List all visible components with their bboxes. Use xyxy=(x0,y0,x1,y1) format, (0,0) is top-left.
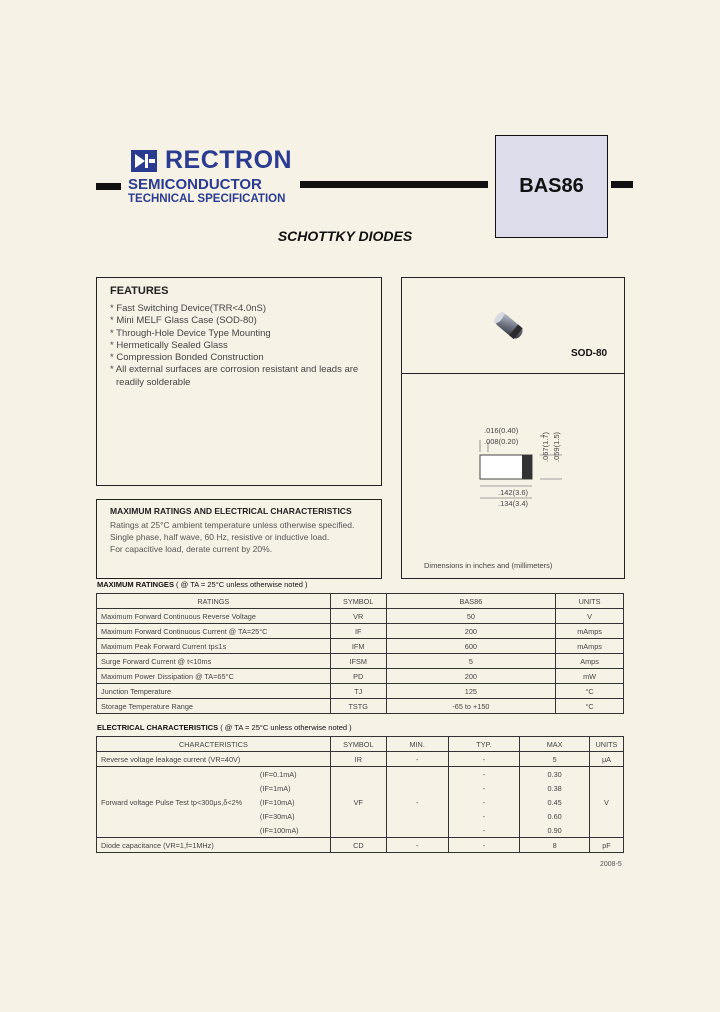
feature-item: * Compression Bonded Construction xyxy=(110,352,264,364)
header-rule-middle xyxy=(300,181,488,188)
table-cell: V xyxy=(589,767,623,838)
table-cell: 200 xyxy=(386,624,555,639)
brand-line-techspec: TECHNICAL SPECIFICATION xyxy=(128,193,286,205)
elec-table-title: ELECTRICAL CHARACTERISTICS xyxy=(97,723,219,732)
table-header-cell: UNITS xyxy=(589,737,623,752)
table-cell: - xyxy=(448,752,520,767)
elec-table-condition: ( @ TA = 25°C unless otherwise noted ) xyxy=(220,723,352,732)
table-cell: IFM xyxy=(330,639,386,654)
forward-max: 0.90 xyxy=(547,825,562,835)
table-header-cell: TYP. xyxy=(448,737,520,752)
table-row xyxy=(97,609,624,624)
forward-condition: (IF=100mA) xyxy=(259,825,299,835)
table-row xyxy=(97,699,624,714)
dim-lead-min: .008(0.20) xyxy=(484,437,519,446)
max-table-condition: ( @ TA = 25°C unless otherwise noted ) xyxy=(176,580,308,589)
table-cell: °C xyxy=(556,699,624,714)
rectron-logo-icon xyxy=(131,150,157,172)
table-cell: 125 xyxy=(386,684,555,699)
table-cell: TJ xyxy=(330,684,386,699)
table-cell: Amps xyxy=(556,654,624,669)
table-cell: Maximum Power Dissipation @ TA=65°C xyxy=(97,669,331,684)
header-rule-right xyxy=(611,181,633,188)
table-cell: VR xyxy=(330,609,386,624)
table-cell: Maximum Forward Continuous Reverse Voltage xyxy=(97,609,331,624)
table-cell: VF xyxy=(330,767,386,838)
dim-diam-min: .059(1.5) xyxy=(552,431,561,462)
table-cell xyxy=(448,767,520,838)
table-cell: Storage Temperature Range xyxy=(97,699,331,714)
table-row xyxy=(97,654,624,669)
table-cell: TSTG xyxy=(330,699,386,714)
forward-typ: - xyxy=(482,769,486,779)
table-row xyxy=(97,624,624,639)
table-cell: IF xyxy=(330,624,386,639)
forward-max: 0.45 xyxy=(547,797,562,807)
forward-max: 0.30 xyxy=(547,769,562,779)
table-header-cell: SYMBOL xyxy=(330,594,386,609)
dim-lead-max: .016(0.40) xyxy=(484,426,519,435)
max-table-label xyxy=(97,580,308,589)
table-cell: -65 to +150 xyxy=(386,699,555,714)
table-cell: V xyxy=(556,609,624,624)
table-cell: Reverse voltage leakage current (VR=40V) xyxy=(97,752,331,767)
table-row-forward-voltage xyxy=(97,767,624,838)
table-header-row xyxy=(97,737,624,752)
table-header-cell: RATINGS xyxy=(97,594,331,609)
table-cell: Maximum Peak Forward Current tp≤1s xyxy=(97,639,331,654)
brand-line-semiconductor: SEMICONDUCTOR xyxy=(128,176,262,193)
forward-conditions xyxy=(260,767,330,837)
table-cell: - xyxy=(386,767,448,838)
forward-condition: (IF=30mA) xyxy=(259,811,295,821)
table-row xyxy=(97,684,624,699)
forward-voltage-label: Forward voltage Pulse Test tp<300μs,δ<2% xyxy=(101,797,243,807)
max-ratings-notes xyxy=(110,519,375,555)
table-row xyxy=(97,669,624,684)
table-cell: - xyxy=(386,752,448,767)
table-cell: IFSM xyxy=(330,654,386,669)
table-cell: Diode capacitance (VR=1,f=1MHz) xyxy=(97,838,331,853)
table-cell: mAmps xyxy=(556,624,624,639)
dim-diam-max: .067(1.7) xyxy=(541,431,550,462)
elec-table-label xyxy=(97,723,352,732)
table-row xyxy=(97,838,624,853)
table-cell: CD xyxy=(330,838,386,853)
feature-item: * Through-Hole Device Type Mounting xyxy=(110,327,271,339)
header-rule-left xyxy=(96,183,121,190)
table-cell: °C xyxy=(556,684,624,699)
table-cell: μA xyxy=(589,752,623,767)
table-row xyxy=(97,752,624,767)
table-header-cell: CHARACTERISTICS xyxy=(97,737,331,752)
table-header-row xyxy=(97,594,624,609)
forward-typ: - xyxy=(482,825,486,835)
rating-note: For capacitive load, derate current by 20%. xyxy=(110,544,273,554)
table-header-cell: UNITS xyxy=(556,594,624,609)
max-table-title: MAXIMUM RATINGES xyxy=(97,580,174,589)
feature-item: * Mini MELF Glass Case (SOD-80) xyxy=(110,315,257,327)
forward-condition: (IF=1mA) xyxy=(259,783,291,793)
page-title: SCHOTTKY DIODES xyxy=(277,228,413,244)
features-heading: FEATURES xyxy=(110,285,169,297)
feature-item: * All external surfaces are corrosion resistant and leads are readily solderable xyxy=(110,364,359,388)
dimension-drawing xyxy=(470,420,590,525)
brand-name: RECTRON xyxy=(165,146,293,174)
part-number: BAS86 xyxy=(519,175,584,197)
table-cell: Maximum Forward Continuous Current @ TA=25°C xyxy=(97,624,331,639)
forward-max: 0.60 xyxy=(547,811,562,821)
table-cell: PD xyxy=(330,669,386,684)
table-cell xyxy=(520,767,590,838)
table-cell: 600 xyxy=(386,639,555,654)
forward-typ: - xyxy=(482,797,486,807)
table-cell: - xyxy=(386,838,448,853)
max-ratings-heading: MAXIMUM RATINGS AND ELECTRICAL CHARACTERISTICS xyxy=(110,506,352,516)
table-cell: IR xyxy=(330,752,386,767)
footer-date: 2008-5 xyxy=(600,861,622,868)
table-cell xyxy=(97,767,331,838)
table-header-cell: MIN. xyxy=(386,737,448,752)
feature-item: * Hermetically Sealed Glass xyxy=(110,339,228,351)
table-cell: 5 xyxy=(386,654,555,669)
table-cell: mAmps xyxy=(556,639,624,654)
part-number-box xyxy=(495,135,608,238)
table-cell: Junction Temperature xyxy=(97,684,331,699)
dim-length-max: .142(3.6) xyxy=(498,488,529,497)
dim-length-min: .134(3.4) xyxy=(498,499,529,508)
features-list xyxy=(110,303,375,389)
table-cell: 8 xyxy=(520,838,590,853)
rating-note: Single phase, half wave, 60 Hz, resistive or inductive load. xyxy=(110,532,330,542)
table-cell: 200 xyxy=(386,669,555,684)
electrical-table xyxy=(96,736,624,853)
max-ratings-table xyxy=(96,593,624,714)
table-cell: pF xyxy=(589,838,623,853)
table-row xyxy=(97,639,624,654)
table-header-cell: MAX xyxy=(520,737,590,752)
forward-max: 0.38 xyxy=(547,783,562,793)
forward-condition: (IF=0.1mA) xyxy=(259,769,297,779)
sod80-package-image xyxy=(488,305,530,352)
feature-item: * Fast Switching Device(TRR<4.0nS) xyxy=(110,303,267,314)
forward-typ: - xyxy=(482,811,486,821)
table-cell: 5 xyxy=(520,752,590,767)
rating-note: Ratings at 25°C ambient temperature unless otherwise specified. xyxy=(110,520,355,530)
table-cell: Surge Forward Current @ t<10ms xyxy=(97,654,331,669)
table-cell: mW xyxy=(556,669,624,684)
package-divider xyxy=(401,373,624,374)
table-cell: 50 xyxy=(386,609,555,624)
forward-typ: - xyxy=(482,783,486,793)
table-cell: - xyxy=(448,838,520,853)
package-label: SOD-80 xyxy=(571,348,608,359)
table-header-cell: SYMBOL xyxy=(330,737,386,752)
forward-condition: (IF=10mA) xyxy=(259,797,295,807)
table-header-cell: BAS86 xyxy=(386,594,555,609)
dimension-note: Dimensions in inches and (millimeters) xyxy=(424,561,553,570)
